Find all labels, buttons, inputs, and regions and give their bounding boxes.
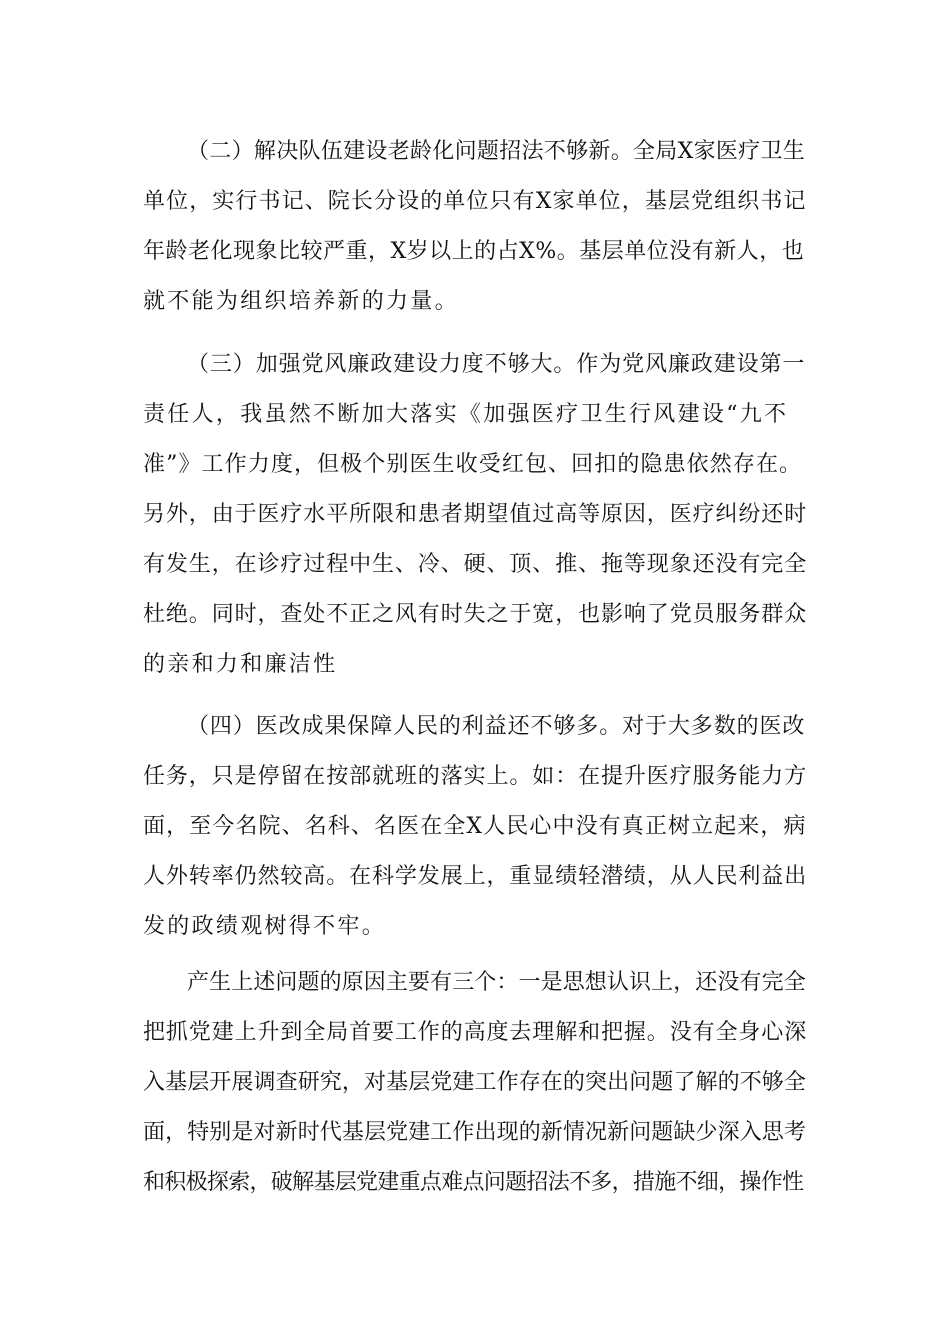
paragraph-line: 的亲和力和廉洁性 [143,652,338,677]
paragraph-line: （二）解决队伍建设老龄化问题招法不够新。全局X家医疗卫生 [187,139,806,164]
paragraph-line: 单位，实行书记、院长分设的单位只有X家单位，基层党组织书记 [143,189,807,214]
paragraph-line: 有发生，在诊疗过程中生、冷、硬、顶、推、拖等现象还没有完全 [143,552,808,577]
paragraph-line: 杜绝。同时，查处不正之风有时失之于宽，也影响了党员服务群众 [143,602,808,627]
paragraph-line: 准”》工作力度，但极个别医生收受红包、回扣的隐患依然存在。 [143,452,803,477]
paragraph-line: 发的政绩观树得不牢。 [143,914,387,939]
paragraph-line: 把抓党建上升到全局首要工作的高度去理解和把握。没有全身心深 [143,1020,808,1045]
paragraph-line: 任务，只是停留在按部就班的落实上。如：在提升医疗服务能力方 [143,764,808,789]
paragraph-line: 年龄老化现象比较严重，X岁以上的占X%。基层单位没有新人，也 [143,239,805,264]
paragraph-line: 入基层开展调查研究，对基层党建工作存在的突出问题了解的不够全 [143,1070,807,1095]
paragraph-line: 面，至今名院、名科、名医在全X人民心中没有真正树立起来，病 [143,814,807,839]
paragraph-line: 就不能为组织培养新的力量。 [143,289,459,314]
paragraph-line: （三）加强党风廉政建设力度不够大。作为党风廉政建设第一 [187,352,806,377]
paragraph-line: 责任人，我虽然不断加大落实《加强医疗卫生行风建设“九不 [143,402,789,427]
paragraph-line: （四）医改成果保障人民的利益还不够多。对于大多数的医改 [187,714,806,739]
paragraph-line: 人外转率仍然较高。在科学发展上，重显绩轻潜绩，从人民利益出 [143,864,808,889]
paragraph-line: 和积极探索，破解基层党建重点难点问题招法不多，措施不细，操作性 [143,1170,804,1195]
paragraph-line: 另外，由于医疗水平所限和患者期望值过高等原因，医疗纠纷还时 [143,502,808,527]
paragraph-line: 产生上述问题的原因主要有三个：一是思想认识上，还没有完全 [187,970,806,995]
paragraph-line: 面，特别是对新时代基层党建工作出现的新情况新问题缺少深入思考 [143,1120,807,1145]
